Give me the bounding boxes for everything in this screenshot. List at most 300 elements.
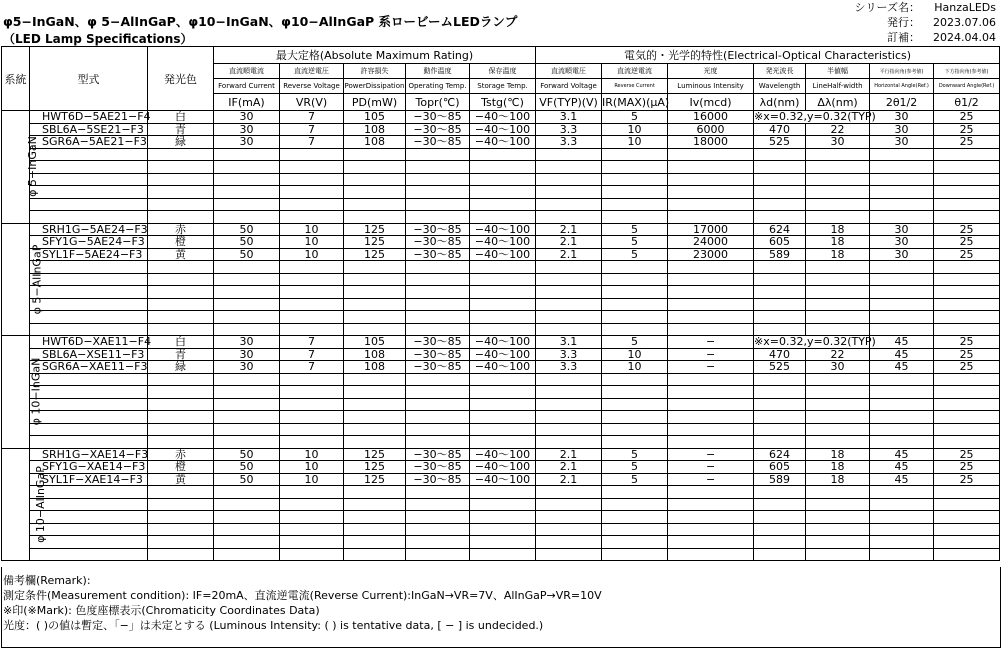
col-model: 型式 [30,47,148,111]
value-cell-tstg [470,148,536,161]
value-cell-iv [668,536,754,549]
value-cell-d1 [934,523,1000,536]
remark-mark: ※印(※Mark): 色度座標表示(Chromaticity Coordinates Data) [3,604,320,617]
value-cell-ir: 10 [602,361,668,374]
color-cell: 黄 [148,473,214,486]
value-cell-topr: −30〜85 [406,461,470,474]
value-cell-wl [754,536,806,549]
value-cell-iv [668,323,754,336]
value-cell-hw: 18 [806,223,870,236]
value-cell-h2: 30 [870,236,934,249]
value-cell-ir [602,198,668,211]
value-cell-vf [536,398,602,411]
value-cell-d1: 25 [934,248,1000,261]
value-cell-h2: 45 [870,361,934,374]
table-row [2,473,1000,486]
table-row [2,286,1000,299]
model-cell [30,186,148,199]
value-cell-wl [754,273,806,286]
value-cell-h2 [870,373,934,386]
value-cell-vr [280,311,344,324]
color-cell [148,373,214,386]
value-cell-wl [754,211,806,224]
value-cell-hw [806,536,870,549]
value-cell-hw [806,398,870,411]
table-row [2,511,1000,524]
color-cell: 赤 [148,448,214,461]
value-cell-vf [536,548,602,561]
value-cell-iv: − [668,448,754,461]
value-cell-vf [536,198,602,211]
color-cell: 白 [148,111,214,124]
value-cell-topr [406,436,470,449]
value-cell-vf [536,211,602,224]
value-cell-d1: 25 [934,348,1000,361]
value-cell-ir [602,411,668,424]
value-cell-d1 [934,298,1000,311]
value-cell-wl [754,161,806,174]
value-cell-h2 [870,498,934,511]
value-cell-d1 [934,273,1000,286]
value-cell-vf: 3.3 [536,348,602,361]
col-en-9: LineHalf-width [806,79,870,94]
table-row [2,323,1000,336]
table-row [2,148,1000,161]
value-cell-ir: 5 [602,473,668,486]
model-cell [30,486,148,499]
value-cell-ir [602,173,668,186]
value-cell-topr [406,286,470,299]
col-system: 系統 [2,47,30,111]
value-cell-iv [668,148,754,161]
value-cell-wl: 525 [754,136,806,149]
value-cell-tstg: −40〜100 [470,336,536,349]
value-cell-hw: 30 [806,136,870,149]
col-en-8: Wavelength [754,79,806,94]
value-cell-if [214,148,280,161]
value-cell-iv [668,498,754,511]
color-cell: 緑 [148,136,214,149]
value-cell-h2 [870,286,934,299]
table-row [2,198,1000,211]
value-cell-hw: 18 [806,236,870,249]
value-cell-ir [602,261,668,274]
value-cell-h2: 30 [870,136,934,149]
value-cell-tstg [470,548,536,561]
value-cell-if [214,436,280,449]
value-cell-ir [602,273,668,286]
value-cell-vr: 7 [280,136,344,149]
value-cell-h2: 30 [870,123,934,136]
value-cell-wl [754,373,806,386]
model-cell [30,411,148,424]
value-cell-if: 30 [214,348,280,361]
value-cell-ir [602,523,668,536]
value-cell-topr [406,386,470,399]
value-cell-tstg [470,161,536,174]
value-cell-tstg: −40〜100 [470,111,536,124]
value-cell-vf [536,323,602,336]
value-cell-vr: 10 [280,236,344,249]
value-cell-d1 [934,311,1000,324]
value-cell-d1 [934,323,1000,336]
col-jp-11: 下方指向角(参考値) [934,64,1000,79]
value-cell-d1 [934,148,1000,161]
color-cell [148,411,214,424]
model-cell [30,373,148,386]
table-row [2,411,1000,424]
value-cell-vf [536,161,602,174]
value-cell-topr [406,523,470,536]
model-cell: SYL1F−5AE24−F3 [30,248,148,261]
table-row [2,486,1000,499]
value-cell-iv: − [668,473,754,486]
col-en-3: Operating Temp. [406,79,470,94]
col-jp-1: 直流逆電圧 [280,64,344,79]
color-cell [148,436,214,449]
value-cell-hw [806,486,870,499]
value-cell-iv [668,373,754,386]
value-cell-ir [602,161,668,174]
value-cell-vr [280,173,344,186]
col-jp-7: 光度 [668,64,754,79]
value-cell-if [214,186,280,199]
value-cell-ir [602,148,668,161]
value-cell-topr: −30〜85 [406,223,470,236]
table-row [2,173,1000,186]
value-cell-vf [536,173,602,186]
value-cell-d1 [934,511,1000,524]
value-cell-wl [754,436,806,449]
value-cell-hw [806,173,870,186]
table-row [2,536,1000,549]
value-cell-tstg: −40〜100 [470,136,536,149]
value-cell-vf [536,436,602,449]
value-cell-ir: 5 [602,248,668,261]
value-cell-ir [602,298,668,311]
value-cell-wl [754,323,806,336]
value-cell-topr [406,323,470,336]
value-cell-iv: − [668,461,754,474]
table-row [2,398,1000,411]
model-cell [30,173,148,186]
model-cell [30,298,148,311]
value-cell-if [214,373,280,386]
col-unit-5: VF(TYP)(V) [536,94,602,111]
value-cell-iv [668,311,754,324]
model-cell [30,548,148,561]
table-row [2,136,1000,149]
value-cell-vr [280,198,344,211]
value-cell-iv: 18000 [668,136,754,149]
value-cell-topr [406,411,470,424]
value-cell-ir [602,186,668,199]
value-cell-hw [806,423,870,436]
value-cell-hw: 18 [806,448,870,461]
table-row [2,448,1000,461]
value-cell-h2: 45 [870,473,934,486]
col-jp-6: 直流逆電流 [602,64,668,79]
value-cell-iv [668,486,754,499]
value-cell-if [214,423,280,436]
col-color: 発光色 [148,47,214,111]
value-cell-hw [806,161,870,174]
value-cell-iv: 6000 [668,123,754,136]
value-cell-vf: 3.3 [536,361,602,374]
group-eo-characteristics: 電気的・光学的特性(Electrical-Optical Characteristics) [536,47,1000,64]
value-cell-pd [344,398,406,411]
value-cell-tstg: −40〜100 [470,448,536,461]
value-cell-ir [602,486,668,499]
value-cell-vr [280,436,344,449]
value-cell-wl [754,411,806,424]
value-cell-vr [280,511,344,524]
value-cell-vf [536,286,602,299]
value-cell-vr [280,398,344,411]
group-max-rating: 最大定格(Absolute Maximum Rating) [214,47,536,64]
value-cell-pd [344,286,406,299]
value-cell-h2 [870,511,934,524]
value-cell-vr [280,298,344,311]
col-jp-3: 動作温度 [406,64,470,79]
value-cell-iv [668,211,754,224]
value-cell-if [214,486,280,499]
system-label [2,336,43,449]
value-cell-iv: 24000 [668,236,754,249]
value-cell-pd: 105 [344,111,406,124]
remark-luminous: 光度：( )の値は暫定、「−」は未定とする (Luminous Intensity: ( ) is tentative data, [ − ] is undecided.) [3,619,544,632]
value-cell-if: 50 [214,223,280,236]
value-cell-hw [806,286,870,299]
col-en-11: Downward Angle(Ref.) [934,79,1000,94]
remarks [3,573,602,633]
value-cell-vf [536,536,602,549]
system-text: φ 10−AlInGaP [33,465,47,543]
value-cell-hw [806,411,870,424]
value-cell-hw [806,261,870,274]
table-row [2,261,1000,274]
table-row [2,498,1000,511]
value-cell-iv [668,261,754,274]
value-cell-pd [344,261,406,274]
remark-heading: 備考欄(Remark): [3,574,91,587]
value-cell-if [214,173,280,186]
value-cell-iv [668,386,754,399]
value-cell-wl [754,173,806,186]
table-row [2,386,1000,399]
value-cell-d1 [934,373,1000,386]
value-cell-vr: 10 [280,448,344,461]
document-meta [855,0,996,45]
value-cell-topr [406,173,470,186]
value-cell-if: 30 [214,123,280,136]
value-cell-wl: 624 [754,448,806,461]
value-cell-topr: −30〜85 [406,473,470,486]
value-cell-iv [668,273,754,286]
value-cell-vf [536,423,602,436]
value-cell-tstg [470,486,536,499]
value-cell-wl [754,423,806,436]
value-cell-tstg [470,211,536,224]
value-cell-hw [806,373,870,386]
table-row [2,423,1000,436]
value-cell-h2 [870,423,934,436]
value-cell-iv: − [668,361,754,374]
value-cell-pd: 108 [344,348,406,361]
value-cell-topr [406,186,470,199]
table-row [2,223,1000,236]
color-cell [148,161,214,174]
value-cell-wl: 589 [754,248,806,261]
value-cell-ir [602,311,668,324]
table-row [2,548,1000,561]
value-cell-if: 50 [214,236,280,249]
table-row [2,211,1000,224]
table-row [2,336,1000,349]
value-cell-ir [602,436,668,449]
col-en-4: Storage Temp. [470,79,536,94]
value-cell-ir: 10 [602,123,668,136]
color-cell [148,148,214,161]
value-cell-d1: 25 [934,361,1000,374]
table-row [2,111,1000,124]
model-cell: SRH1G−XAE14−F3 [30,448,148,461]
value-cell-iv [668,411,754,424]
col-jp-9: 半値幅 [806,64,870,79]
value-cell-if [214,548,280,561]
value-cell-vr [280,148,344,161]
value-cell-if [214,161,280,174]
value-cell-ir: 5 [602,223,668,236]
value-cell-vr: 10 [280,473,344,486]
value-cell-h2 [870,186,934,199]
value-cell-hw [806,186,870,199]
value-cell-vr: 7 [280,111,344,124]
value-cell-pd [344,211,406,224]
value-cell-vr [280,323,344,336]
value-cell-tstg [470,323,536,336]
value-cell-vr [280,498,344,511]
system-text: φ 5−AlInGaP [30,244,44,315]
value-cell-h2 [870,523,934,536]
value-cell-pd [344,411,406,424]
model-cell: SGR6A−5AE21−F3 [30,136,148,149]
value-cell-if [214,311,280,324]
value-cell-h2 [870,198,934,211]
value-cell-pd [344,386,406,399]
value-cell-topr [406,211,470,224]
value-cell-vr [280,386,344,399]
value-cell-ir [602,286,668,299]
model-cell: SFY1G−5AE24−F3 [30,236,148,249]
value-cell-vf [536,186,602,199]
color-cell [148,186,214,199]
value-cell-tstg [470,398,536,411]
value-cell-h2 [870,161,934,174]
model-cell [30,523,148,536]
value-cell-ir [602,398,668,411]
model-cell [30,423,148,436]
value-cell-d1 [934,161,1000,174]
value-cell-pd [344,161,406,174]
value-cell-wl [754,298,806,311]
value-cell-wl [754,498,806,511]
value-cell-hw [806,148,870,161]
value-cell-wl [754,386,806,399]
value-cell-topr [406,486,470,499]
model-cell: HWT6D−XAE11−F4 [30,336,148,349]
value-cell-pd: 125 [344,461,406,474]
value-cell-topr [406,148,470,161]
value-cell-tstg [470,436,536,449]
value-cell-vr [280,273,344,286]
value-cell-wl [754,148,806,161]
col-unit-4: Tstg(℃) [470,94,536,111]
value-cell-ir [602,211,668,224]
value-cell-hw [806,298,870,311]
value-cell-topr [406,311,470,324]
value-cell-if [214,511,280,524]
value-cell-tstg: −40〜100 [470,223,536,236]
model-cell [30,386,148,399]
value-cell-vr: 10 [280,248,344,261]
value-cell-topr [406,198,470,211]
value-cell-pd [344,511,406,524]
color-cell [148,548,214,561]
color-cell: 橙 [148,236,214,249]
value-cell-wl: 470 [754,123,806,136]
value-cell-pd [344,373,406,386]
value-cell-vf [536,498,602,511]
value-cell-hw: 30 [806,361,870,374]
value-cell-hw [806,436,870,449]
value-cell-vf: 3.1 [536,111,602,124]
color-cell: 白 [148,336,214,349]
color-cell [148,398,214,411]
value-cell-hw [806,311,870,324]
col-unit-8: λd(nm) [754,94,806,111]
value-cell-vf: 2.1 [536,223,602,236]
value-cell-iv [668,523,754,536]
value-cell-wl: 624 [754,223,806,236]
value-cell-iv [668,548,754,561]
value-cell-if [214,323,280,336]
value-cell-d1: 25 [934,123,1000,136]
color-cell [148,261,214,274]
table-row [2,161,1000,174]
value-cell-tstg [470,311,536,324]
value-cell-d1 [934,486,1000,499]
value-cell-vr [280,423,344,436]
model-cell [30,286,148,299]
value-cell-ir [602,386,668,399]
value-cell-topr [406,373,470,386]
value-cell-topr [406,273,470,286]
model-cell: SFY1G−XAE14−F3 [30,461,148,474]
table-row [2,298,1000,311]
value-cell-vr [280,523,344,536]
value-cell-iv: − [668,336,754,349]
value-cell-ir [602,548,668,561]
color-cell [148,536,214,549]
value-cell-vf: 2.1 [536,448,602,461]
col-unit-11: θ1/2 [934,94,1000,111]
value-cell-tstg [470,261,536,274]
value-cell-h2 [870,386,934,399]
value-cell-tstg [470,273,536,286]
col-jp-10: 平行指向角(参考値) [870,64,934,79]
value-cell-h2 [870,398,934,411]
